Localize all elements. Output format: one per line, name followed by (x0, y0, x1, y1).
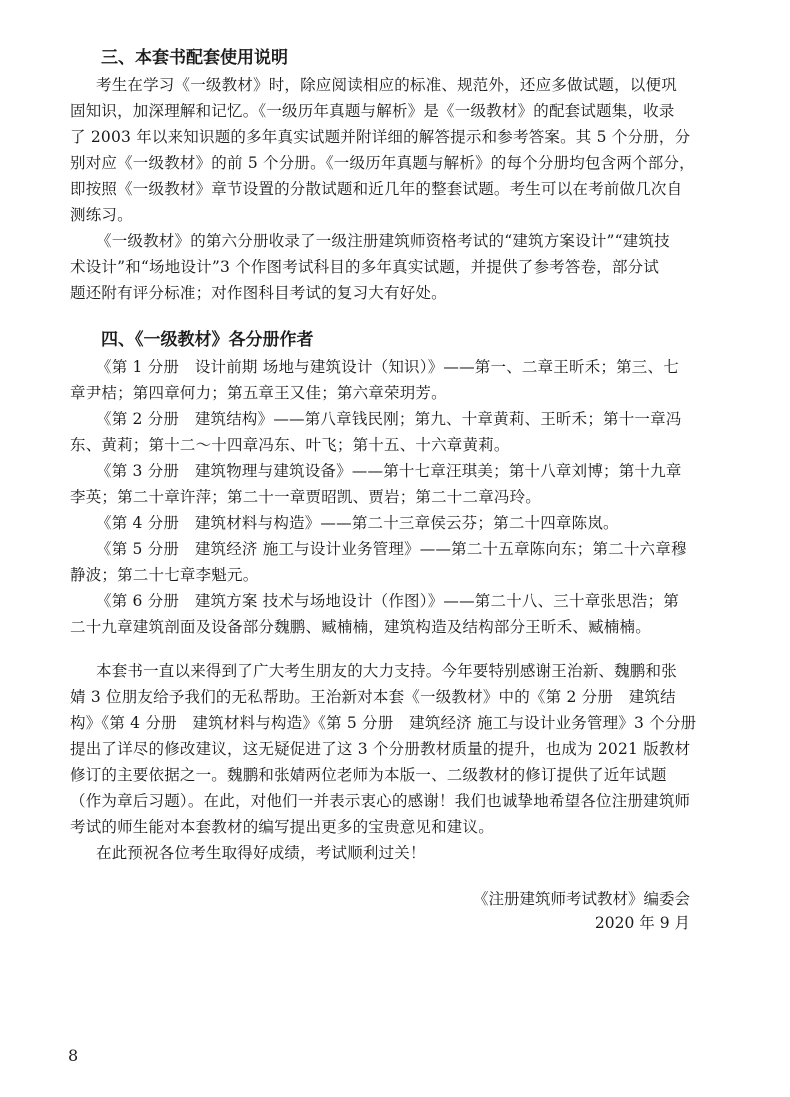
section-4-line: 章尹桔；第四章何力；第五章王又佳；第六章荣玥芳。 (70, 384, 447, 402)
section-3-line: 了 2003 年以来知识题的多年真实试题并附详细的解答提示和参考答案。其 5 个分册，分 (70, 128, 691, 146)
page-number: 8 (68, 1046, 79, 1065)
section-4-line: 《第 5 分册 建筑经济 施工与设计业务管理》——第二十五章陈向东；第二十六章穆 (96, 540, 687, 558)
section-3-line: 测练习。 (70, 206, 133, 224)
thanks-line: 本套书一直以来得到了广大考生朋友的大力支持。今年要特别感谢王治新、魏鹏和张 (96, 662, 677, 680)
thanks-line: 考试的师生能对本套教材的编写提出更多的宝贵意见和建议。 (70, 818, 494, 836)
section-4-line: 东、黄莉；第十二～十四章冯东、叶飞；第十五、十六章黄莉。 (70, 436, 510, 454)
section-3-heading: 三、本套书配套使用说明 (101, 48, 288, 68)
section-4-heading: 四、《一级教材》各分册作者 (101, 330, 314, 350)
thanks-line: 提出了详尽的修改建议，这无疑促进了这 3 个分册教材质量的提升，也成为 2021 版教材 (70, 740, 691, 758)
signature-date: 2020 年 9 月 (594, 914, 690, 932)
section-3-line: 考生在学习《一级教材》时，除应阅读相应的标准、规范外，还应多做试题，以便巩 (96, 76, 677, 94)
section-3-line: 固知识，加深理解和记忆。《一级历年真题与解析》是《一级教材》的配套试题集，收录 (70, 102, 675, 120)
section-4-line: 《第 1 分册 设计前期 场地与建筑设计（知识）》——第一、二章王昕禾；第三、七 (96, 358, 679, 376)
thanks-line: 修订的主要依据之一。魏鹏和张婧两位老师为本版一、二级教材的修订提供了近年试题 (70, 766, 667, 784)
section-4-line: 静波；第二十七章李魁元。 (70, 566, 259, 584)
section-3-line: 术设计”和“场地设计”3 个作图考试科目的多年真实试题，并提供了参考答卷，部分试 (70, 258, 660, 276)
signature-org: 《注册建筑师考试教材》编委会 (472, 890, 690, 908)
section-3-line: 别对应《一级教材》的前 5 个分册。《一级历年真题与解析》的每个分册均包含两个部分， (70, 154, 695, 172)
thanks-line: 构》《第 4 分册 建筑材料与构造》《第 5 分册 建筑经济 施工与设计业务管理》3 个分册 (70, 714, 697, 732)
thanks-line: 在此预祝各位考生取得好成绩，考试顺利过关！ (96, 844, 426, 862)
thanks-line: （作为章后习题）。在此，对他们一并表示衷心的感谢！我们也诚挚地希望各位注册建筑师 (70, 792, 691, 810)
section-3-line: 《一级教材》的第六分册收录了一级注册建筑师资格考试的“建筑方案设计”“建筑技 (96, 232, 670, 250)
section-3-line: 题还附有评分标准；对作图科目考试的复习大有好处。 (70, 284, 447, 302)
section-3-line: 即按照《一级教材》章节设置的分散试题和近几年的整套试题。考生可以在考前做几次自 (70, 180, 683, 198)
section-4-line: 《第 3 分册 建筑物理与建筑设备》——第十七章汪琪美；第十八章刘博；第十九章 (96, 462, 682, 480)
section-4-line: 李英；第二十章许萍；第二十一章贾昭凯、贾岩；第二十二章冯玲。 (70, 488, 542, 506)
thanks-line: 婧 3 位朋友给予我们的无私帮助。王治新对本套《一级教材》中的《第 2 分册 建筑结 (70, 688, 676, 706)
section-4-line: 《第 4 分册 建筑材料与构造》——第二十三章侯云芬；第二十四章陈岚。 (96, 514, 619, 532)
section-4-line: 《第 6 分册 建筑方案 技术与场地设计（作图）》——第二十八、三十章张思浩；第 (96, 592, 679, 610)
section-4-line: 二十九章建筑剖面及设备部分魏鹏、臧楠楠，建筑构造及结构部分王昕禾、臧楠楠。 (70, 618, 651, 636)
section-4-line: 《第 2 分册 建筑结构》——第八章钱民刚；第九、十章黄莉、王昕禾；第十一章冯 (96, 410, 682, 428)
